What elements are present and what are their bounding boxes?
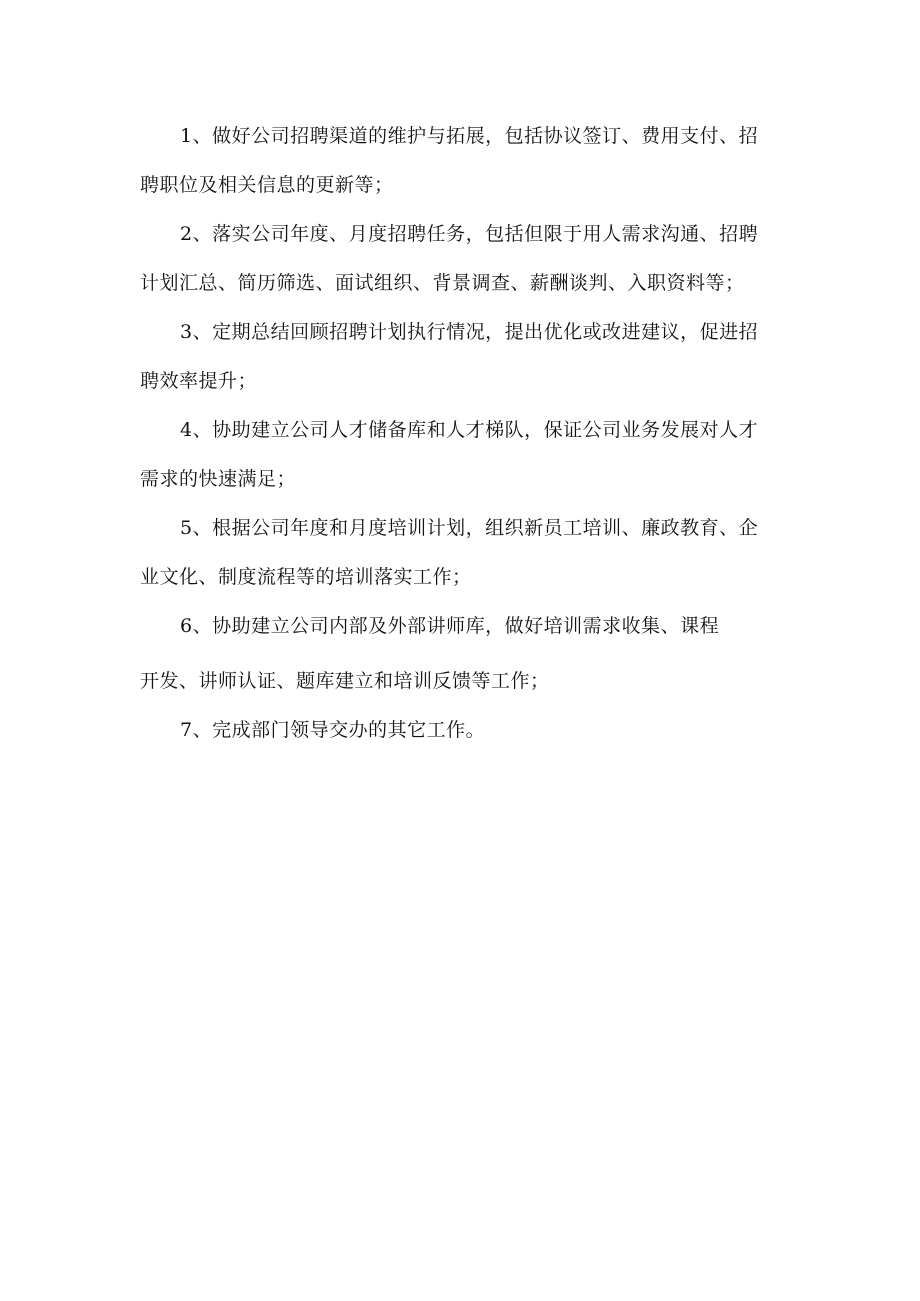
duty-item-7 bbox=[140, 706, 790, 755]
duty-item-4-line-1: 4、协助建立公司人才储备库和人才梯队，保证公司业务发展对人才 bbox=[180, 419, 759, 441]
duty-item-4-line-2: 需求的快速满足； bbox=[140, 468, 297, 490]
duty-item-4 bbox=[140, 406, 790, 504]
duty-item-6-line-1: 6、协助建立公司内部及外部讲师库，做好培训需求收集、课程 bbox=[180, 615, 720, 637]
duty-item-7-line-1: 7、完成部门领导交办的其它工作。 bbox=[180, 719, 486, 741]
duty-item-6-line-2: 开发、讲师认证、题库建立和培训反馈等工作； bbox=[140, 670, 550, 692]
duty-item-2-line-2: 计划汇总、简历筛选、面试组织、背景调查、薪酬谈判、入职资料等； bbox=[140, 272, 745, 294]
duty-item-1 bbox=[140, 112, 790, 210]
duty-item-3-line-2: 聘效率提升； bbox=[140, 370, 258, 392]
duty-item-6 bbox=[140, 602, 790, 706]
duty-item-2-line-1: 2、落实公司年度、月度招聘任务，包括但限于用人需求沟通、招聘 bbox=[180, 223, 759, 245]
duty-item-5-line-2: 业文化、制度流程等的培训落实工作； bbox=[140, 566, 472, 588]
duty-item-2 bbox=[140, 210, 790, 308]
duty-item-5 bbox=[140, 504, 790, 602]
duty-item-3-line-1: 3、定期总结回顾招聘计划执行情况，提出优化或改进建议，促进招 bbox=[180, 321, 759, 343]
duty-list bbox=[140, 112, 790, 755]
duty-item-3 bbox=[140, 308, 790, 406]
duty-item-1-line-1: 1、做好公司招聘渠道的维护与拓展，包括协议签订、费用支付、招 bbox=[180, 125, 759, 147]
duty-item-1-line-2: 聘职位及相关信息的更新等； bbox=[140, 174, 394, 196]
duty-item-5-line-1: 5、根据公司年度和月度培训计划，组织新员工培训、廉政教育、企 bbox=[180, 517, 759, 539]
